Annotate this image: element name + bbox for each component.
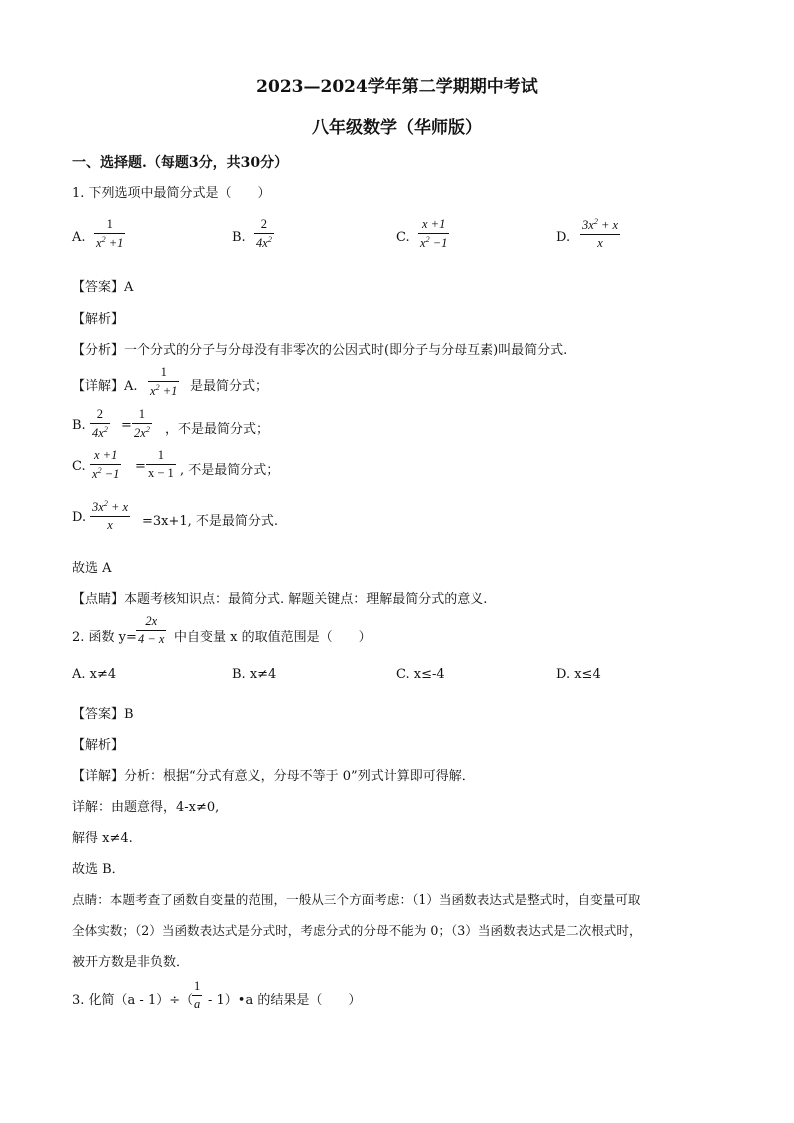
q2-option-c: C. x≤-4 [396, 667, 445, 682]
page-subtitle: 八年级数学（华师版） [312, 118, 482, 138]
q1-option-b-label: B. [232, 230, 246, 245]
q2-answer: 【答案】B [72, 707, 134, 722]
section-heading: 一、选择题.（每题3分，共30分） [72, 155, 289, 171]
q2-analysis-heading: 【解析】 [72, 738, 125, 753]
q2-option-a: A. x≠4 [72, 667, 117, 682]
q2-dianjing-line-2: 全体实数；（2）当函数表达式是分式时，考虑分式的分母不能为 0；（3）当函数表达式是二次根式时， [72, 923, 642, 938]
q2-dianjing-line-1: 点睛：本题考查了函数自变量的范围，一般从三个方面考虑：（1）当函数表达式是整式时，自变量可取 [72, 892, 641, 907]
q2-option-b: B. x≠4 [232, 667, 277, 682]
q1-option-d-fraction: $3x^2 + x$ x [582, 217, 619, 250]
page-title: 2023—2024学年第二学期期中考试 [256, 77, 538, 97]
q1-detail-b-prefix: B. [72, 418, 86, 433]
q1-detail-prefix: 【详解】A. [72, 379, 138, 394]
q2-function-fraction: 2x 4 − x [138, 614, 165, 646]
q1-analysis-heading: 【解析】 [72, 312, 125, 327]
q1-answer: 【答案】A [72, 280, 134, 295]
question-3-stem-suffix: - 1）•a 的结果是（ ） [208, 993, 362, 1008]
q1-option-b-fraction: 2 $4x^2$ [256, 217, 272, 250]
q1-detail-c-equals: = [135, 459, 146, 474]
question-3-stem-prefix: 3. 化简（a - 1）÷（ [72, 993, 194, 1008]
q1-detail-c-prefix: C. [72, 459, 86, 474]
q1-detail-a-suffix: 是最简分式； [190, 379, 269, 394]
q1-fenxi: 【分析】一个分式的分子与分母没有非零次的公因式时(即分子与分母互素)叫最简分式. [72, 343, 568, 358]
q1-option-c-fraction: x +1 $x^2 -1$ [420, 217, 448, 250]
q1-detail-b-suffix: ，不是最简分式； [165, 422, 270, 437]
q2-choose: 故选 B． [72, 862, 125, 877]
q1-option-a-label: A. [72, 230, 86, 245]
q1-detail-d-suffix: =3x+1, 不是最简分式. [142, 514, 279, 529]
question-2-stem-prefix: 2. 函数 y= [72, 630, 137, 645]
q2-jiede: 解得 x≠4. [72, 831, 133, 846]
q1-detail-c-suffix: , 不是最简分式； [180, 463, 280, 478]
q1-detail-b-fraction-left: 2 $4x^2$ [92, 407, 108, 440]
question-1-stem: 1. 下列选项中最简分式是（ ） [72, 186, 271, 201]
q1-detail-b-equals: = [121, 418, 132, 433]
q1-option-d-label: D. [556, 230, 571, 245]
q1-choose: 故选 A [72, 561, 112, 576]
question-2-stem-suffix: 中自变量 x 的取值范围是（ ） [174, 630, 372, 645]
q2-xiangjie: 详解：由题意得，4-x≠0, [72, 800, 220, 815]
q1-detail-d-fraction: $3x^2 + x$ x [92, 499, 129, 532]
q1-detail-a-fraction: 1 $x^2 +1$ [150, 365, 178, 398]
q1-detail-c-fraction-right: 1 x − 1 [148, 448, 174, 480]
q1-detail-d-prefix: D. [72, 510, 87, 525]
q2-option-d: D. x≤4 [556, 667, 601, 682]
q3-reciprocal-fraction: 1 a [194, 979, 201, 1011]
q2-detail: 【详解】分析：根据“分式有意义，分母不等于 0”列式计算即可得解． [72, 769, 475, 784]
q2-dianjing-line-3: 被开方数是非负数． [72, 955, 190, 970]
q1-option-a-fraction: 1 $x^2 +1$ [96, 217, 124, 250]
q1-option-c-label: C. [396, 230, 410, 245]
q1-detail-c-fraction-left: x +1 $x^2 -1$ [92, 448, 120, 481]
q1-detail-b-fraction-right: 1 $2x^2$ [134, 407, 150, 440]
q1-dianjing: 【点睛】本题考核知识点：最简分式. 解题关键点：理解最简分式的意义. [72, 592, 488, 607]
